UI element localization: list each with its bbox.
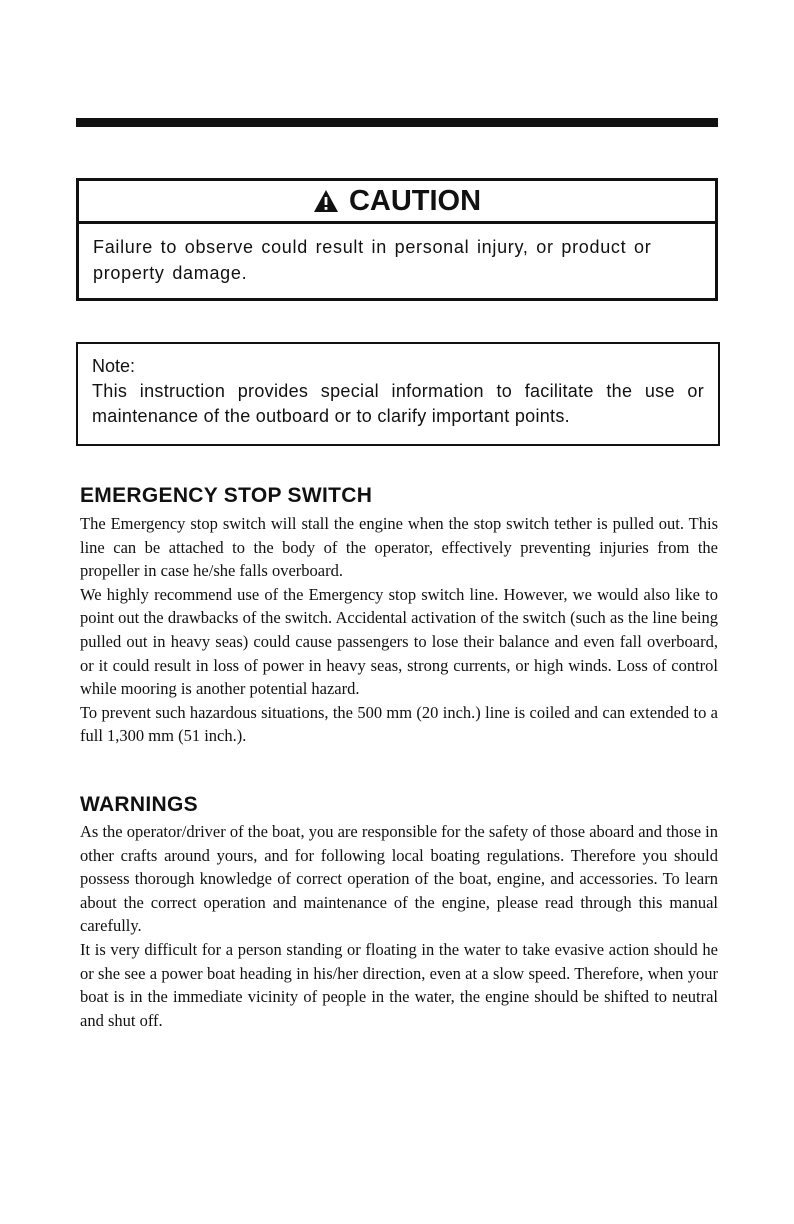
paragraph: We highly recommend use of the Emergency stop switch line. However, we would also like to point out the drawbacks of the switch. Accidental activation of the switch (such as the line being pulled out in heavy seas) could cause passengers to lose their balance and even fall overboard, or it could result in loss of power in heavy seas, strong currents, or high winds. Loss of control while mooring is another potential hazard. <box>80 584 718 699</box>
caution-box <box>76 178 718 301</box>
paragraph: It is very difficult for a person standing or floating in the water to take evasive action should he or she see a power boat heading in his/her direction, even at a slow speed. Therefore, when your boat is in the immediate vicinity of people in the water, the engine should be shifted to neutral and shut off. <box>80 939 718 1030</box>
emergency-stop-heading: EMERGENCY STOP SWITCH <box>80 484 373 507</box>
caution-header <box>79 181 715 224</box>
paragraph: As the operator/driver of the boat, you are responsible for the safety of those aboard and those in other crafts around yours, and for following local boating regulations. Therefore you should possess thorough knowledge of correct operation of the boat, engine, and accessories. To learn about the correct operation and maintenance of the engine, please read through this manual carefully. <box>80 822 718 936</box>
caution-title: CAUTION <box>348 184 482 217</box>
note-text: This instruction provides special information to facilitate the use or maintenance of the outboard or to clarify important points. <box>92 381 704 426</box>
emergency-stop-body <box>80 512 718 748</box>
paragraph: To prevent such hazardous situations, the 500 mm (20 inch.) line is coiled and can extended to a full 1,300 mm (51 inch.). <box>80 702 718 746</box>
note-title: Note: <box>92 356 136 376</box>
warnings-heading: WARNINGS <box>80 793 198 816</box>
caution-text: Failure to observe could result in personal injury, or product or property damage. <box>93 237 652 283</box>
top-rule <box>76 118 718 127</box>
note-box <box>76 342 720 446</box>
warnings-body <box>80 820 718 1032</box>
paragraph: The Emergency stop switch will stall the engine when the stop switch tether is pulled out. This line can be attached to the body of the operator, effectively preventing injuries from the propeller in case he/she falls overboard. <box>80 514 718 581</box>
warning-triangle-icon <box>313 189 339 213</box>
